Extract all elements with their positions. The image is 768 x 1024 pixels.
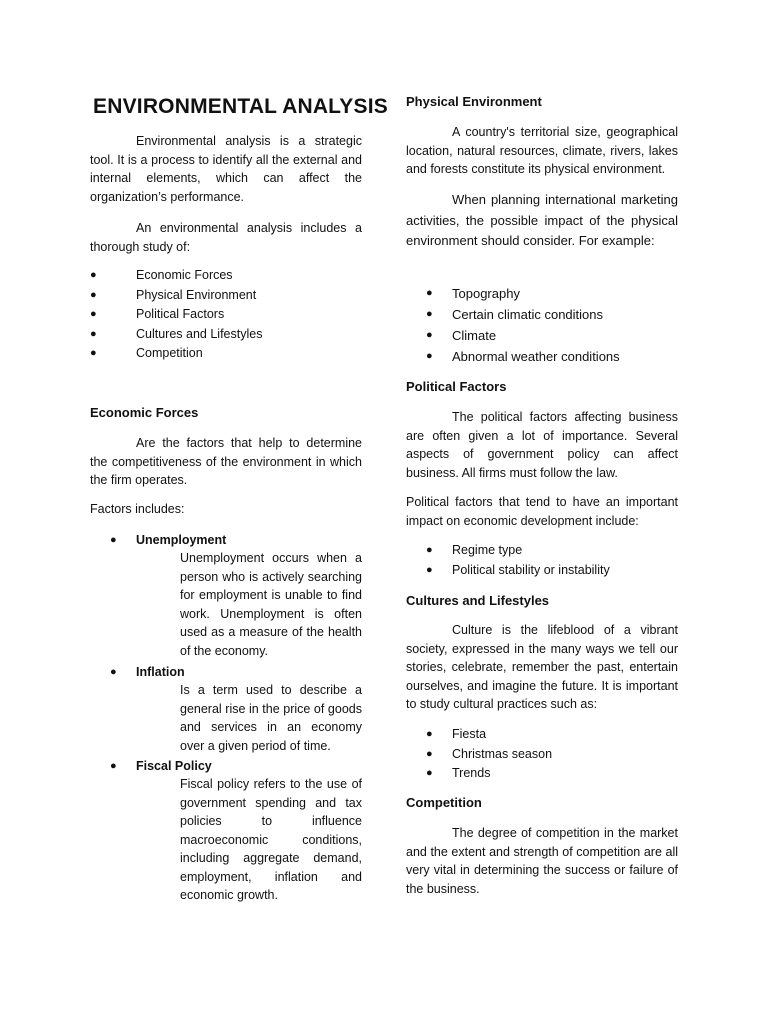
political-factors-heading: Political Factors <box>406 379 507 394</box>
list-item: ● Trends <box>406 764 678 784</box>
factor-description: Is a term used to describe a general rise in the price of goods and services in an economy over a given period of time. <box>180 683 362 753</box>
political-list <box>406 541 678 580</box>
list-item: ● Cultures and Lifestyles <box>90 325 362 345</box>
intro-paragraph-2: An environmental analysis includes a thorough study of: <box>90 221 362 254</box>
list-item: ● Certain climatic conditions <box>406 304 678 325</box>
list-item: ● Political Factors <box>90 305 362 325</box>
bullet-icon: ● <box>426 308 433 320</box>
bullet-icon: ● <box>426 747 433 760</box>
bullet-icon: ● <box>426 350 433 362</box>
competition-heading: Competition <box>406 795 482 810</box>
bullet-icon: ● <box>426 728 433 740</box>
study-list <box>90 266 362 364</box>
list-item: ● Competition <box>90 344 362 364</box>
bullet-icon: ● <box>110 534 117 546</box>
list-item: ● Economic Forces <box>90 266 362 286</box>
bullet-icon: ● <box>90 327 97 340</box>
factor-title: Unemployment <box>136 533 227 547</box>
page-title: ENVIRONMENTAL ANALYSIS <box>93 95 388 118</box>
factor-description: Unemployment occurs when a person who is actively searching for employment is unable to find work. Unemployment is often used as a measure of the health of the economy. <box>180 551 362 658</box>
physical-list <box>406 283 678 367</box>
intro-paragraph: Environmental analysis is a strategic tool. It is a process to identify all the external and internal elements, which can affect the organization’s performance. <box>90 134 362 204</box>
political-paragraph-2: Political factors that tend to have an important impact on economic development include: <box>406 495 678 528</box>
list-item: ● Abnormal weather conditions <box>406 346 678 367</box>
bullet-icon: ● <box>426 767 433 780</box>
physical-paragraph-2: When planning international marketing activities, the possible impact of the physical environment should consider. For example: <box>406 192 678 248</box>
economic-forces-heading: Economic Forces <box>90 405 199 420</box>
factors-label: Factors includes: <box>90 502 185 516</box>
bullet-icon: ● <box>110 760 117 772</box>
bullet-icon: ● <box>90 308 97 321</box>
competition-paragraph: The degree of competition in the market and the extent and strength of competition are all very vital in determining the success or failure of the business. <box>406 826 678 896</box>
cultures-paragraph: Culture is the lifeblood of a vibrant society, expressed in the many ways we tell our stories, celebrate, remember the past, entertain ourselves, and imagine the future. It is important to study cultural practices such as: <box>406 623 678 711</box>
bullet-icon: ● <box>426 544 433 556</box>
list-item: ● Regime type <box>406 541 678 561</box>
factor-description: Fiscal policy refers to the use of government spending and tax policies to influence macroeconomic conditions, including aggregate demand, employment, inflation and economic growth. <box>180 777 362 902</box>
cultures-list <box>406 725 678 784</box>
bullet-icon: ● <box>90 269 97 281</box>
bullet-icon: ● <box>110 666 117 678</box>
economic-forces-paragraph: Are the factors that help to determine the competitiveness of the environment in which the firm operates. <box>90 436 362 487</box>
factor-title: Inflation <box>136 665 185 679</box>
list-item: ● Fiesta <box>406 725 678 745</box>
list-item: ● Physical Environment <box>90 286 362 306</box>
bullet-icon: ● <box>90 288 97 301</box>
list-item: ● Political stability or instability <box>406 561 678 581</box>
physical-environment-heading: Physical Environment <box>406 94 542 109</box>
bullet-icon: ● <box>426 287 433 299</box>
factor-title: Fiscal Policy <box>136 759 212 773</box>
bullet-icon: ● <box>426 563 433 576</box>
list-item: ● Climate <box>406 325 678 346</box>
list-item: ● Topography <box>406 283 678 304</box>
political-paragraph: The political factors affecting business are often given a lot of importance. Several aspects of government policy can affect business. All firms must follow the law. <box>406 410 678 480</box>
physical-paragraph: A country's territorial size, geographical location, natural resources, climate, rivers, lakes and forests constitute its physical environment. <box>406 125 678 176</box>
bullet-icon: ● <box>426 329 433 341</box>
bullet-icon: ● <box>90 347 97 360</box>
cultures-heading: Cultures and Lifestyles <box>406 593 550 608</box>
list-item: ● Christmas season <box>406 745 678 765</box>
